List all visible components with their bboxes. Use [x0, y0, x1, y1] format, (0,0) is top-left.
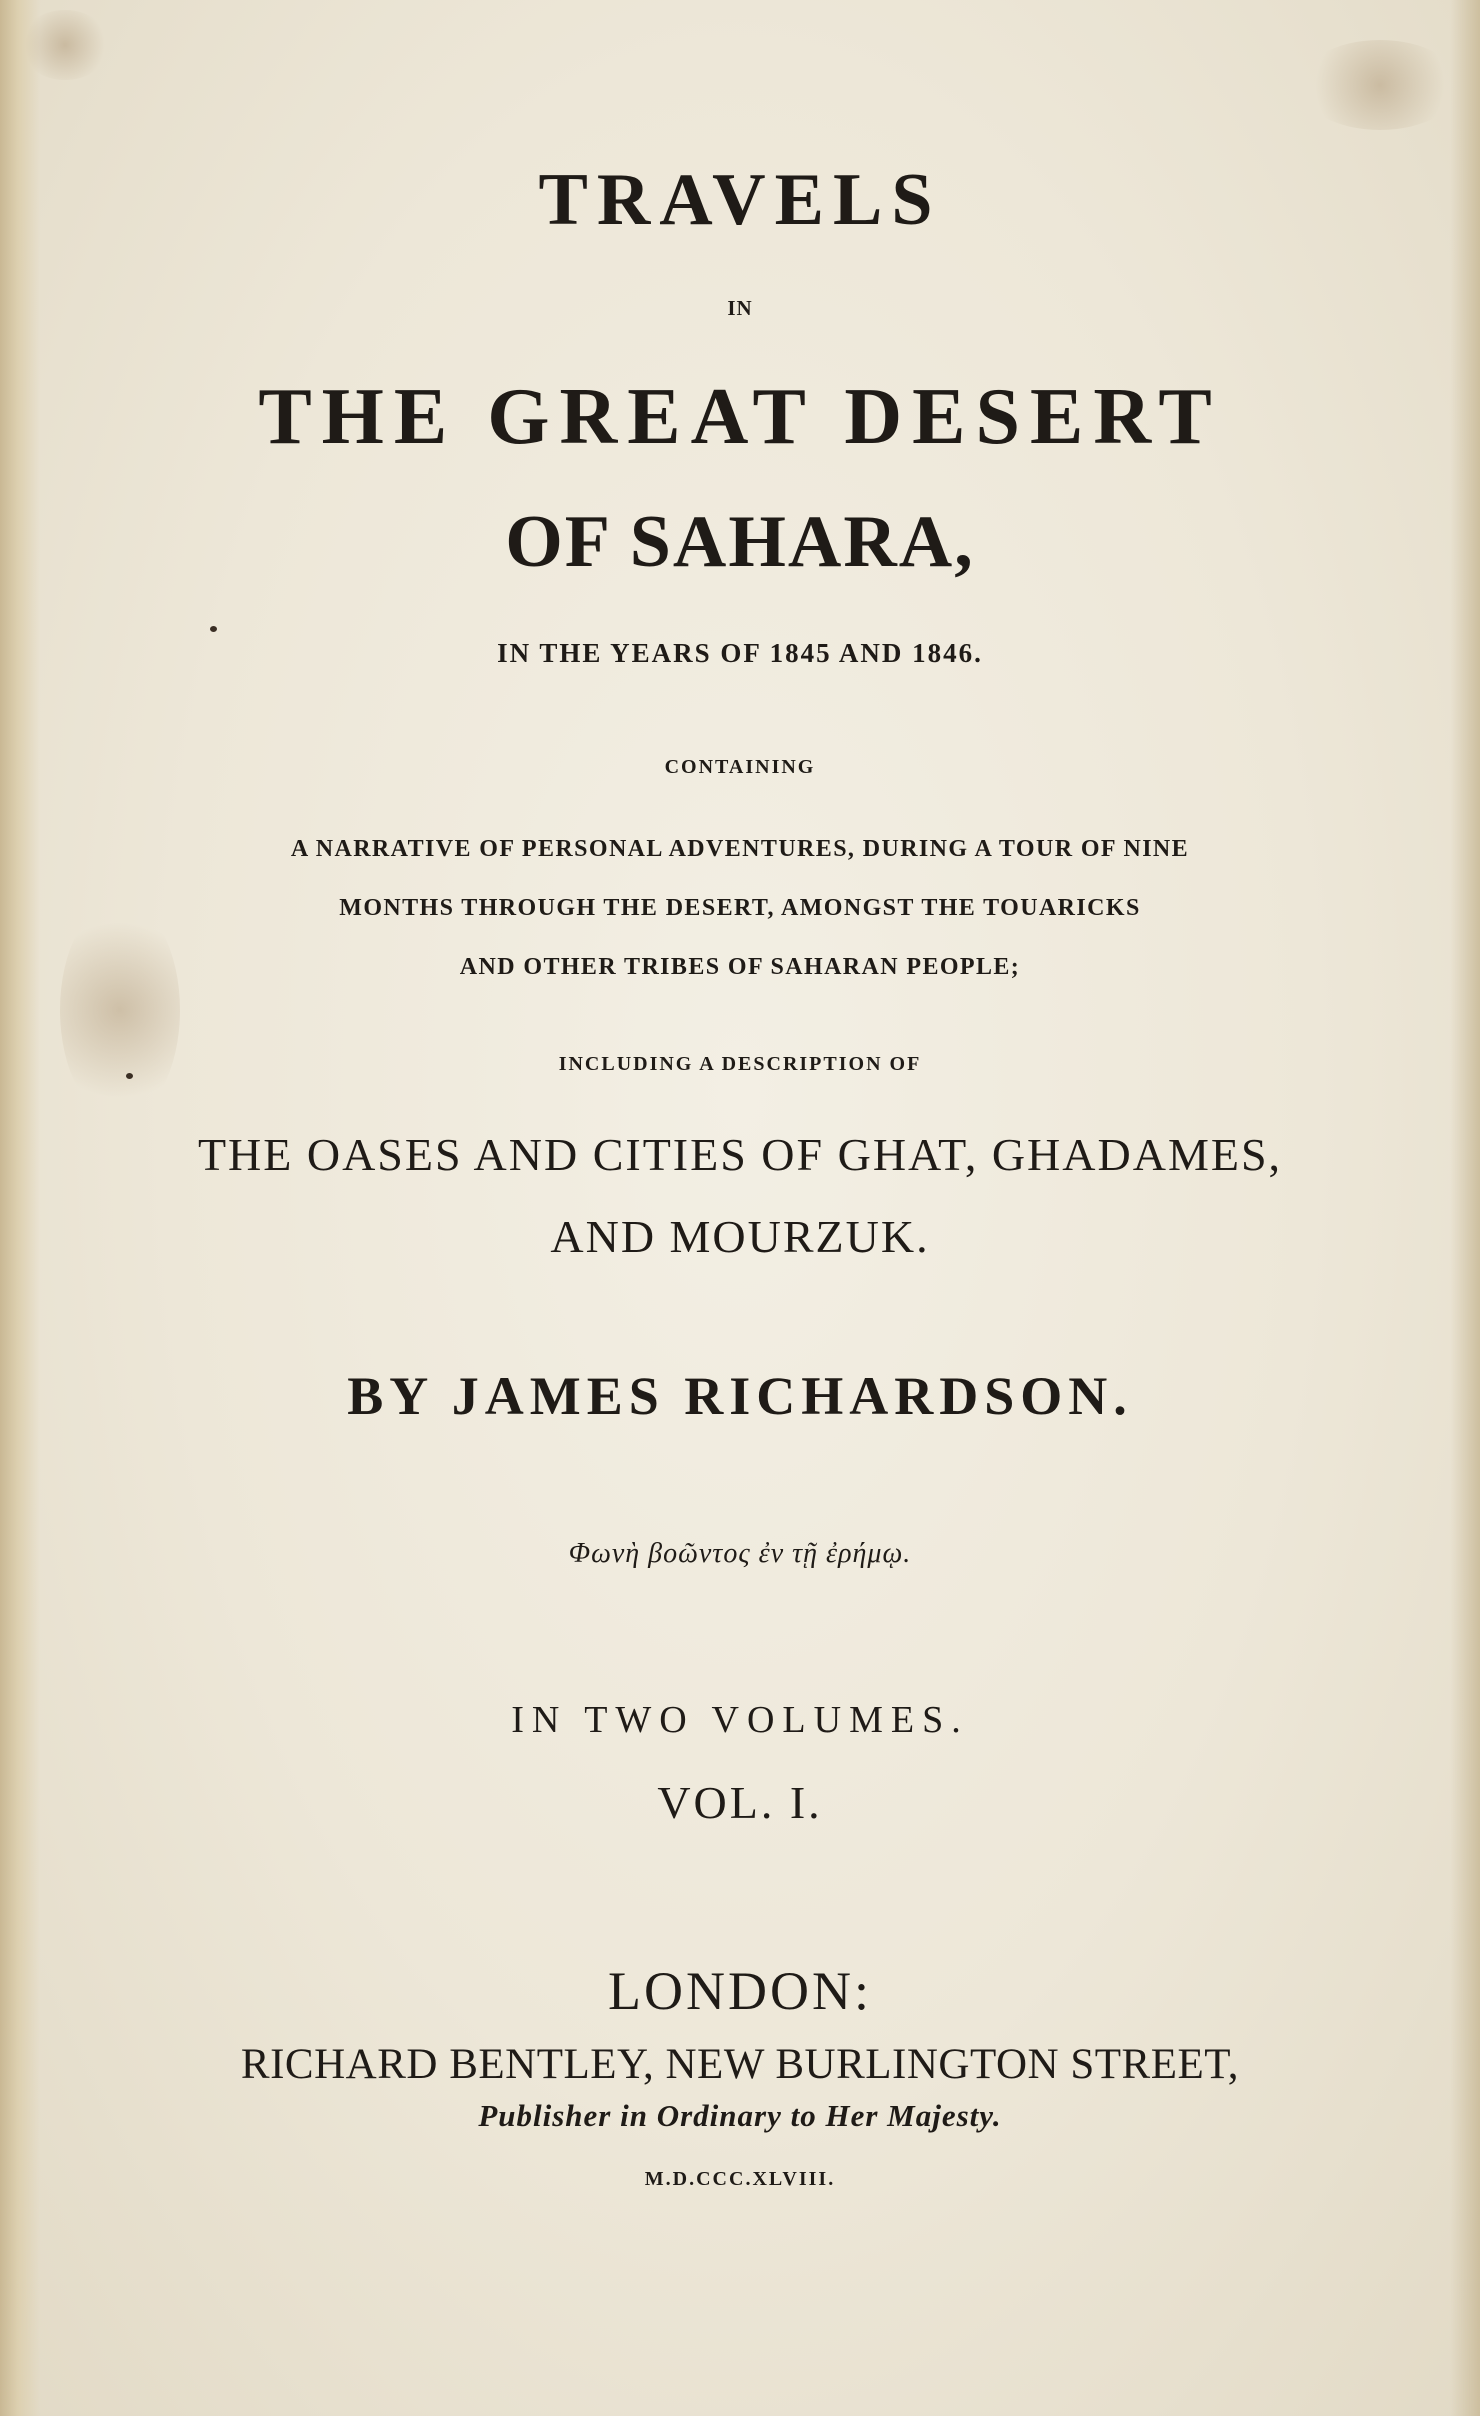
- including-label: INCLUDING A DESCRIPTION OF: [558, 1053, 922, 1075]
- imprint-publisher-note: Publisher in Ordinary to Her Majesty.: [478, 2098, 1002, 2133]
- foxing-spot: [60, 900, 180, 1120]
- volumes-line: IN TWO VOLUMES.: [511, 1699, 969, 1741]
- imprint-date: M.D.CCC.XLVIII.: [644, 2168, 836, 2190]
- author-line: BY JAMES RICHARDSON.: [347, 1366, 1133, 1426]
- imprint-city: LONDON:: [608, 1961, 872, 2021]
- years-line: IN THE YEARS OF 1845 AND 1846.: [497, 638, 983, 668]
- narrative-line: AND OTHER TRIBES OF SAHARAN PEOPLE;: [459, 954, 1021, 980]
- title-travels: TRAVELS: [538, 159, 942, 241]
- foxing-spot: [1300, 40, 1460, 130]
- greek-epigraph: Φωνὴ βοῶντος ἐν τῇ ἐρήμῳ.: [568, 1538, 912, 1569]
- imprint-publisher: RICHARD BENTLEY, NEW BURLINGTON STREET,: [240, 2041, 1240, 2088]
- volume-number: VOL. I.: [657, 1777, 823, 1828]
- title-of-sahara: OF SAHARA,: [505, 501, 975, 583]
- narrative-line: MONTHS THROUGH THE DESERT, AMONGST THE TOUARICKS: [339, 895, 1141, 921]
- title-great-desert: THE GREAT DESERT: [258, 373, 1222, 461]
- word-in: IN: [727, 296, 753, 320]
- ink-speck: [210, 626, 217, 632]
- narrative-line: A NARRATIVE OF PERSONAL ADVENTURES, DURING A TOUR OF NINE: [290, 836, 1190, 862]
- oases-line: AND MOURZUK.: [550, 1211, 930, 1262]
- oases-line: THE OASES AND CITIES OF GHAT, GHADAMES,: [197, 1129, 1283, 1180]
- containing-label: CONTAINING: [664, 756, 816, 778]
- foxing-spot: [20, 10, 110, 80]
